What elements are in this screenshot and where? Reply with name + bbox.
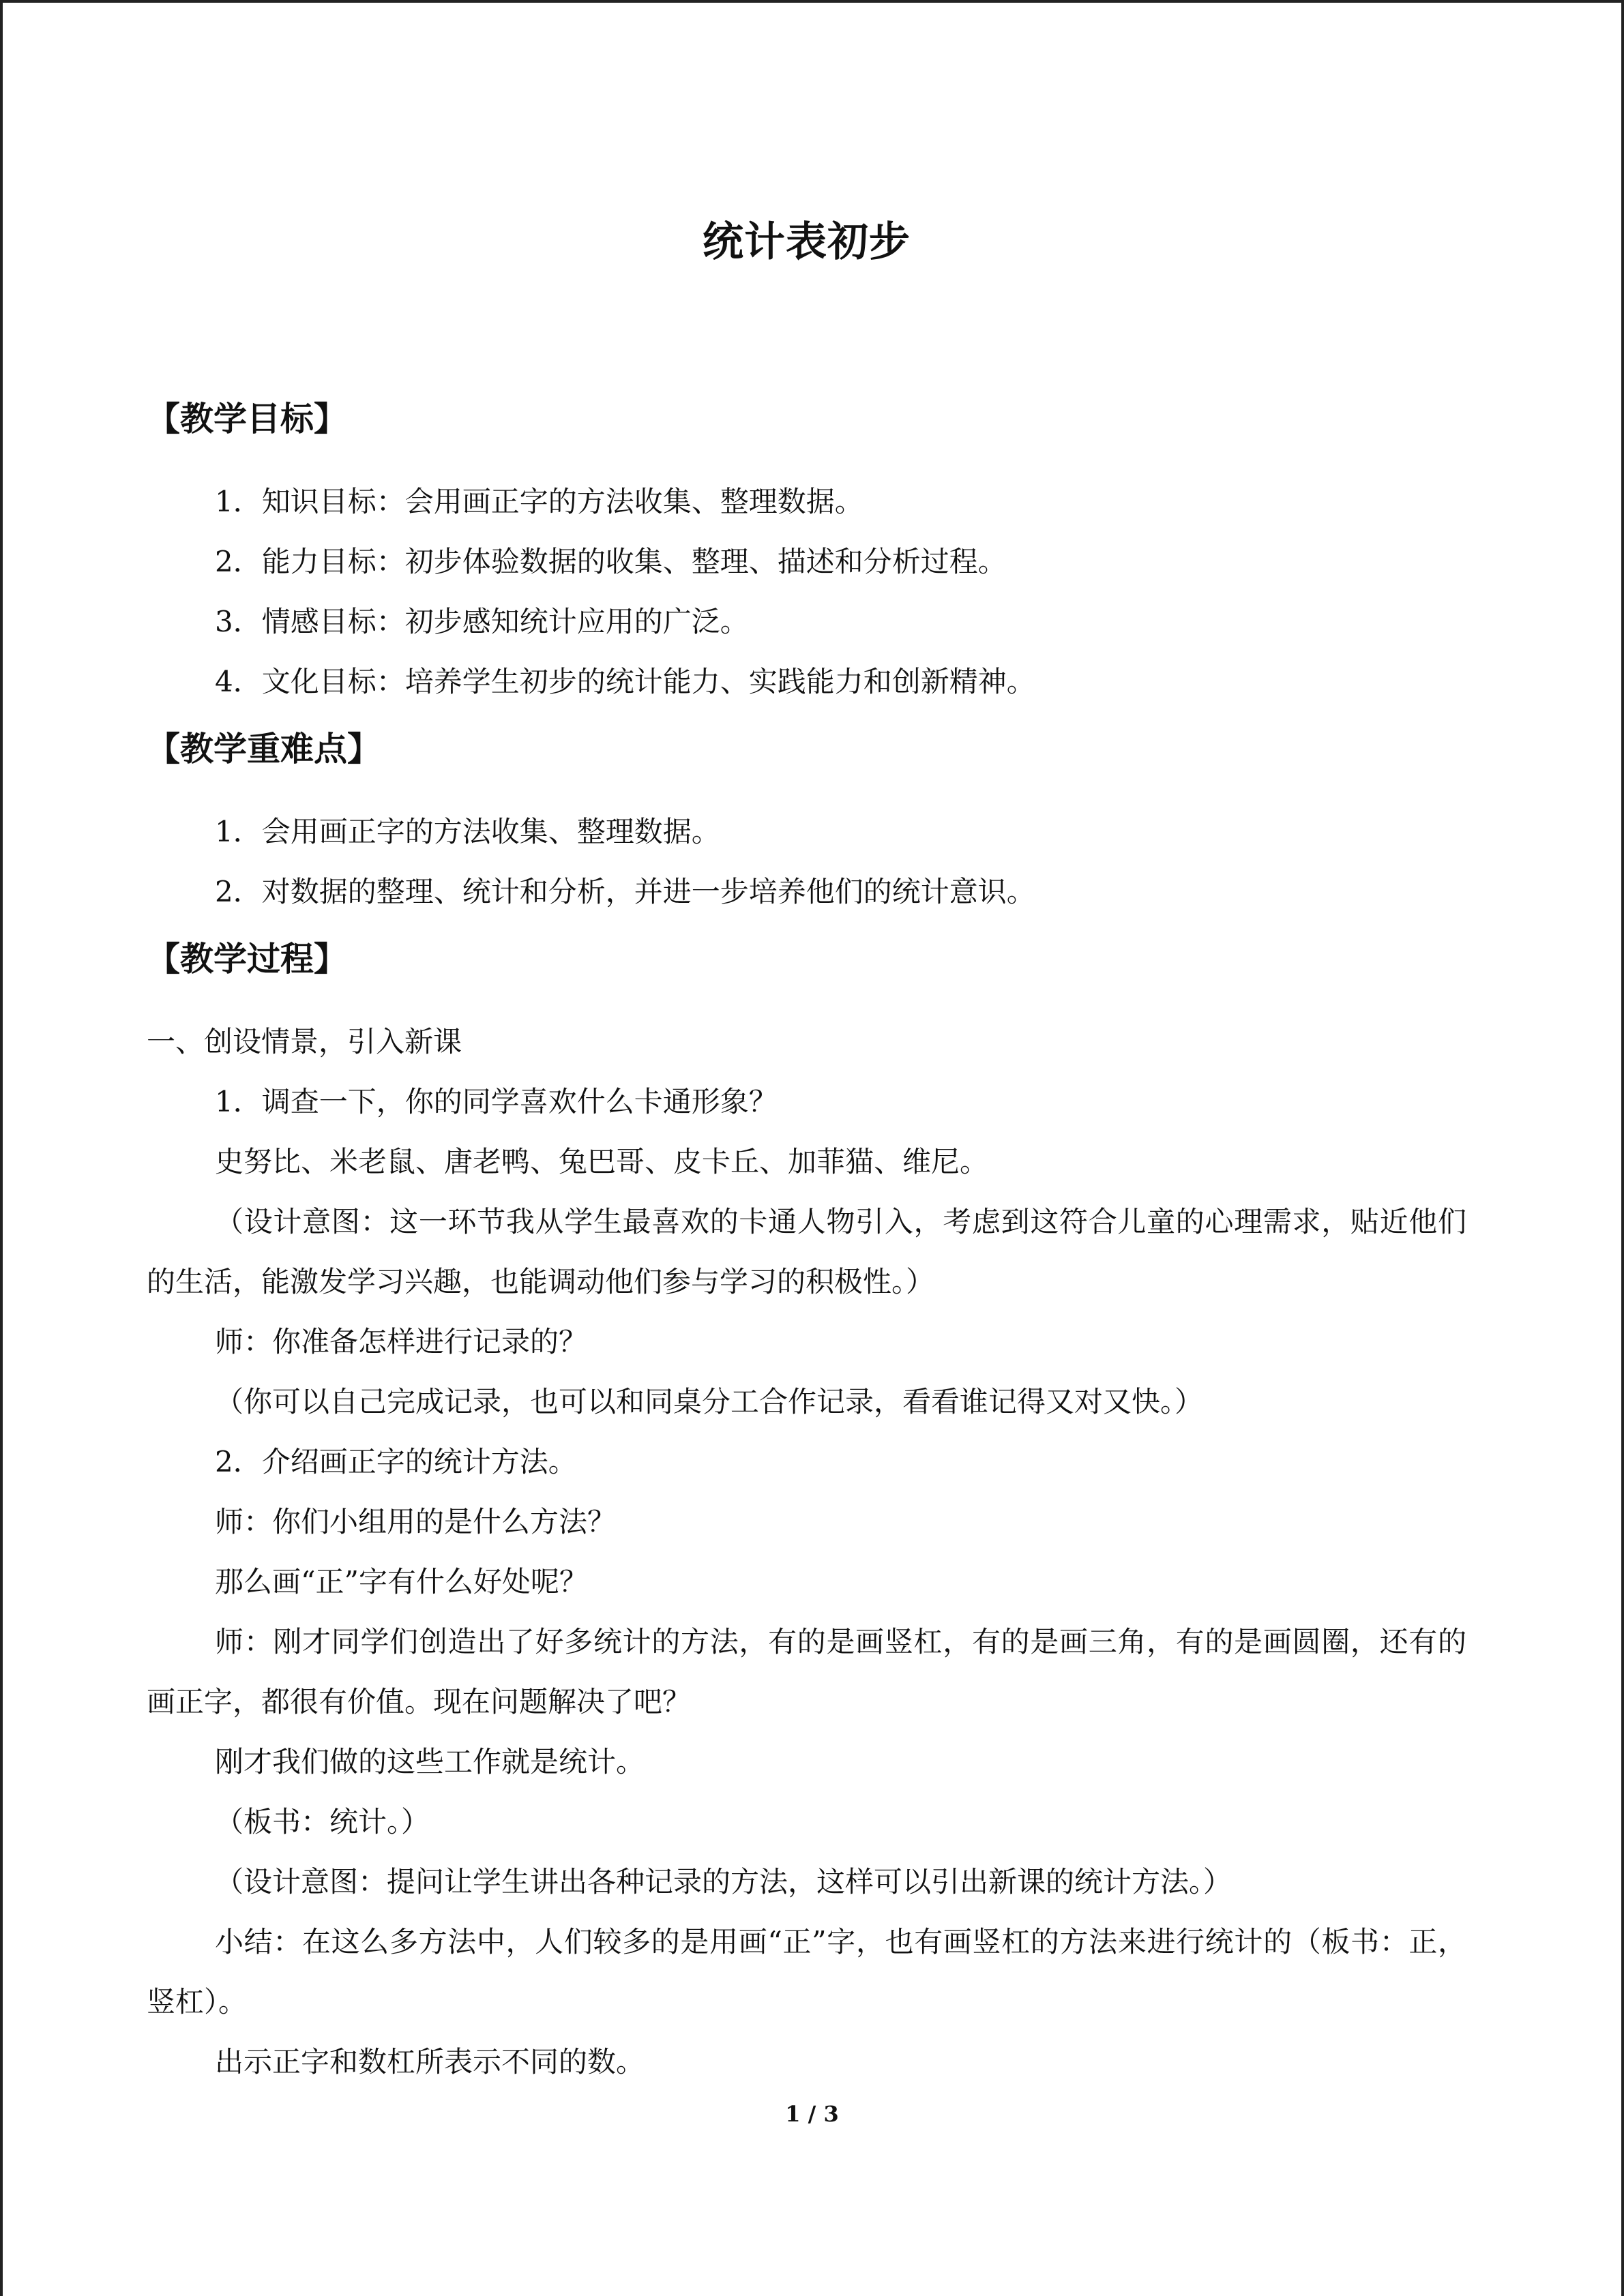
process-paragraph: 刚才我们做的这些工作就是统计。 [215,1745,645,1778]
process-paragraph: （设计意图：提问让学生讲出各种记录的方法，这样可以引出新课的统计方法。） [215,1865,1232,1898]
page-number: 1 / 3 [785,2101,839,2127]
section-teaching-goals [147,389,1466,712]
process-paragraph: （设计意图：这一环节我从学生最喜欢的卡通人物引入，考虑到这符合儿童的心理需求，贴近他们的生活，能激发学习兴趣，也能调动他们参与学习的积极性。） [147,1205,1466,1298]
document-title: 统计表初步 [703,218,911,266]
process-paragraph: 出示正字和数杠所表示不同的数。 [215,2045,645,2078]
key-point-item: 2．对数据的整理、统计和分析，并进一步培养他们的统计意识。 [215,875,1035,908]
process-paragraph: 师：你准备怎样进行记录的？ [215,1325,588,1358]
process-paragraph: （板书：统计。） [215,1805,430,1838]
goal-item: 4．文化目标：培养学生初步的统计能力、实践能力和创新精神。 [215,665,1035,698]
process-paragraph: 小结：在这么多方法中，人们较多的是用画“正”字，也有画竖杠的方法来进行统计的（板书：正，竖杠）。 [147,1925,1466,2018]
page-border-right [1621,0,1624,2296]
process-paragraph: 那么画“正”字有什么好处呢？ [215,1565,588,1598]
process-paragraph: 史努比、米老鼠、唐老鸭、兔巴哥、皮卡丘、加菲猫、维尼。 [215,1145,989,1178]
page-border-top [0,0,1624,3]
process-paragraph: 2．介绍画正字的统计方法。 [215,1445,577,1478]
key-point-item: 1．会用画正字的方法收集、整理数据。 [215,815,720,848]
section-key-points [147,719,1466,922]
process-paragraph: （你可以自己完成记录，也可以和同桌分工合作记录，看看谁记得又对又快。） [215,1385,1204,1418]
process-paragraph: 1．调查一下，你的同学喜欢什么卡通形象？ [215,1085,778,1118]
process-subheading: 一、创设情景，引入新课 [147,1025,462,1058]
process-paragraph: 师：刚才同学们创造出了好多统计的方法，有的是画竖杠，有的是画三角，有的是画圆圈，还有的画正字，都很有价值。现在问题解决了吧？ [147,1625,1466,1718]
page-border-left [0,0,3,2296]
section-heading-process: 【教学过程】 [147,940,348,979]
process-paragraph: 师：你们小组用的是什么方法？ [215,1505,617,1538]
section-heading-key-points: 【教学重难点】 [147,730,381,769]
section-teaching-process [147,929,1466,2092]
document-body [147,211,1466,2099]
goal-item: 2．能力目标：初步体验数据的收集、整理、描述和分析过程。 [215,545,1007,578]
section-heading-goals: 【教学目标】 [147,400,348,438]
goal-item: 3．情感目标：初步感知统计应用的广泛。 [215,605,749,638]
goal-item: 1．知识目标：会用画正字的方法收集、整理数据。 [215,485,863,518]
